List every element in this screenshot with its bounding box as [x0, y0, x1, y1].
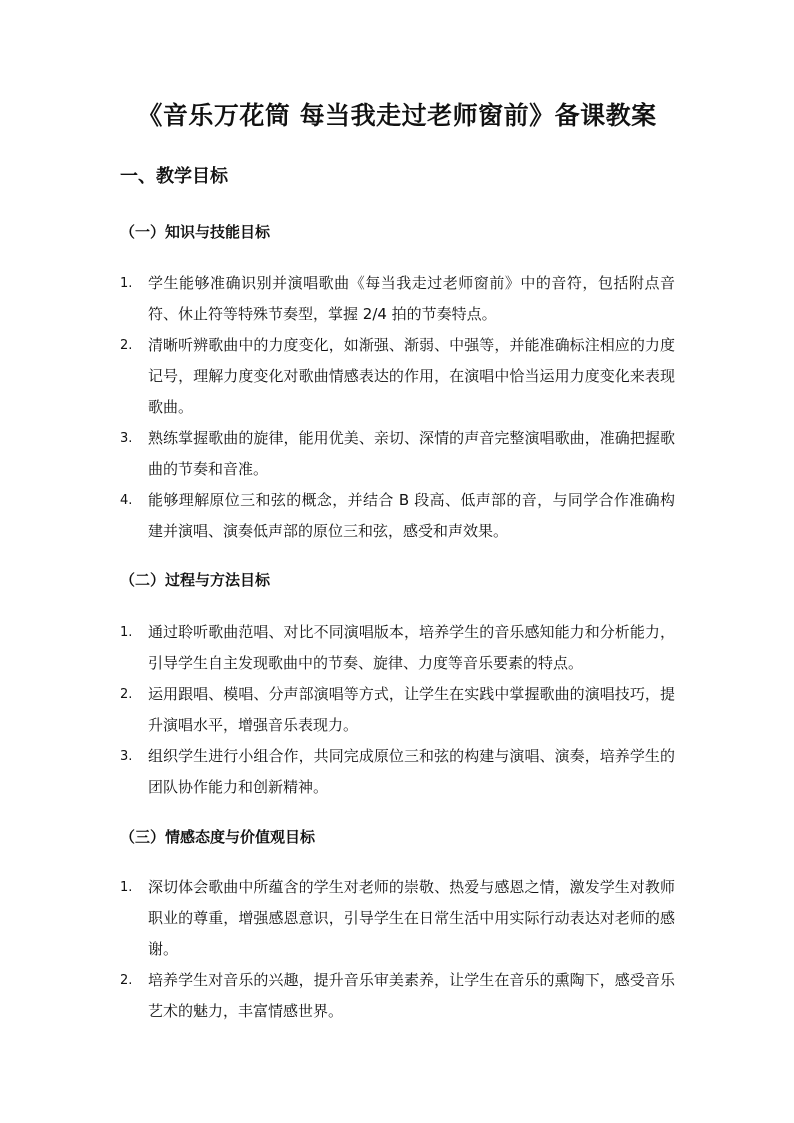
section-heading-teaching-goals: 一、教学目标	[120, 166, 228, 187]
subsection-heading-emotion-values: （三）情感态度与价值观目标	[120, 828, 316, 846]
list-item	[120, 617, 675, 679]
subsection-heading-process-methods: （二）过程与方法目标	[120, 571, 271, 589]
list-item	[120, 679, 675, 741]
subsection-heading-knowledge-skills: （一）知识与技能目标	[120, 223, 271, 241]
list-item-text: 运用跟唱、模唱、分声部演唱等方式，让学生在实践中掌握歌曲的演唱技巧，提升演唱水平，增强音乐表现力。	[148, 685, 675, 734]
list-item-number: 2.	[120, 973, 133, 988]
list-item	[120, 330, 675, 423]
list-item	[120, 872, 675, 965]
list-item	[120, 965, 675, 1027]
emotion-values-list	[120, 872, 675, 1027]
list-item-number: 1.	[120, 880, 133, 895]
list-item-text: 学生能够准确识别并演唱歌曲《每当我走过老师窗前》中的音符，包括附点音符、休止符等特殊节奏型，掌握 2/4 拍的节奏特点。	[148, 274, 675, 323]
list-item-number: 2.	[120, 338, 133, 353]
list-item-number: 3.	[120, 431, 133, 446]
list-item-text: 能够理解原位三和弦的概念，并结合 B 段高、低声部的音，与同学合作准确构建并演唱、演奏低声部的原位三和弦，感受和声效果。	[148, 491, 675, 540]
process-methods-list	[120, 617, 675, 803]
list-item	[120, 423, 675, 485]
list-item-text: 清晰听辨歌曲中的力度变化，如渐强、渐弱、中强等，并能准确标注相应的力度记号，理解力度变化对歌曲情感表达的作用，在演唱中恰当运用力度变化来表现歌曲。	[148, 336, 675, 416]
list-item-number: 3.	[120, 749, 133, 764]
list-item-text: 熟练掌握歌曲的旋律，能用优美、亲切、深情的声音完整演唱歌曲，准确把握歌曲的节奏和音准。	[148, 429, 675, 478]
list-item-text: 培养学生对音乐的兴趣，提升音乐审美素养，让学生在音乐的熏陶下，感受音乐艺术的魅力，丰富情感世界。	[148, 971, 675, 1020]
list-item	[120, 268, 675, 330]
list-item-number: 2.	[120, 687, 133, 702]
document-title: 《音乐万花筒 每当我走过老师窗前》备课教案	[137, 101, 657, 130]
knowledge-skills-list	[120, 268, 675, 547]
list-item-text: 深切体会歌曲中所蕴含的学生对老师的崇敬、热爱与感恩之情，激发学生对教师职业的尊重，增强感恩意识，引导学生在日常生活中用实际行动表达对老师的感谢。	[148, 878, 675, 958]
list-item-text: 组织学生进行小组合作，共同完成原位三和弦的构建与演唱、演奏，培养学生的团队协作能力和创新精神。	[148, 747, 675, 796]
list-item-number: 4.	[120, 493, 133, 508]
list-item-number: 1.	[120, 625, 133, 640]
list-item	[120, 485, 675, 547]
list-item-text: 通过聆听歌曲范唱、对比不同演唱版本，培养学生的音乐感知能力和分析能力，引导学生自主发现歌曲中的节奏、旋律、力度等音乐要素的特点。	[148, 623, 675, 672]
list-item	[120, 741, 675, 803]
list-item-number: 1.	[120, 276, 133, 291]
